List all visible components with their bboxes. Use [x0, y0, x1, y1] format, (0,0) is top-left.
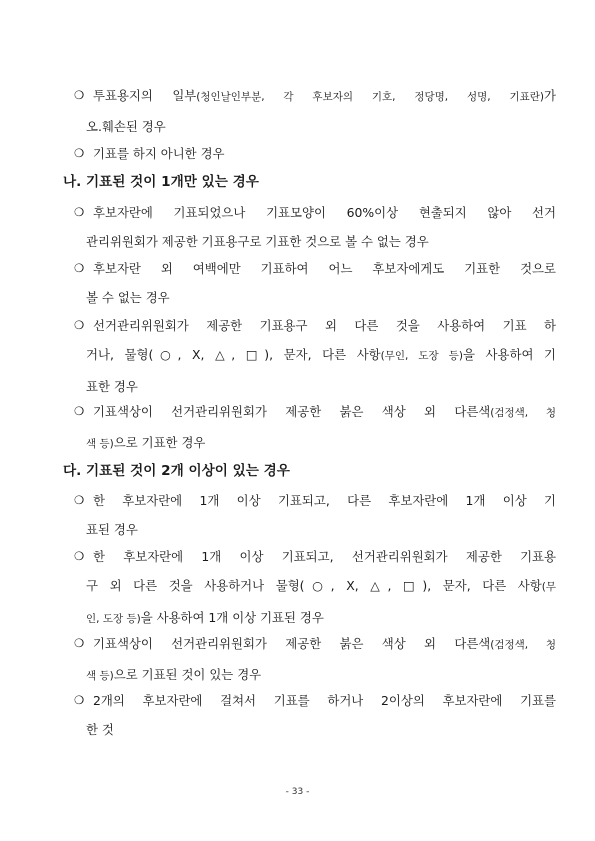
text-run: 후보자란에 기표되었으나 기표모양이 60%이상 현출되지 않아 선거	[93, 205, 556, 220]
circle-bullet-icon: ❍	[74, 146, 85, 160]
text-run: 후보자란 외 여백에만 기표하여 어느 후보자에게도 기표한 것으로	[93, 261, 556, 276]
text-run: 으로 기표된 것이 있는 경우	[113, 667, 262, 683]
text-run: 기표를 하지 아니한 경우	[93, 146, 225, 161]
small-text-run: (청인날인부분, 각 후보자의 기호, 정당명, 성명, 기표란)	[196, 91, 545, 103]
item-line	[74, 715, 556, 744]
text-run: 투표용지의 일부	[93, 88, 197, 103]
circle-bullet-icon: ❍	[74, 261, 85, 275]
circle-bullet-icon: ❍	[74, 693, 85, 707]
list-item	[74, 81, 556, 142]
small-text-run: 색 등)	[86, 438, 114, 451]
small-text-run: (무인, 도장 등)	[380, 350, 463, 363]
list-item	[74, 629, 556, 692]
item-line	[74, 686, 556, 715]
text-run: 오.훼손된 경우	[86, 119, 166, 135]
item-line	[74, 515, 556, 544]
item-line	[74, 486, 556, 515]
item-line	[74, 254, 556, 283]
item-line	[74, 112, 556, 141]
text-run: 한 후보자란에 1개 이상 기표되고, 다른 후보자란에 1개 이상 기	[93, 493, 556, 508]
list-item	[74, 198, 556, 257]
item-line	[74, 340, 556, 371]
text-run: 한 것	[86, 722, 114, 738]
item-line	[74, 81, 556, 112]
text-run: 관리위원회가 제공한 기표용구로 기표한 것으로 볼 수 없는 경우	[86, 234, 429, 250]
circle-bullet-icon: ❍	[74, 404, 85, 418]
item-line	[74, 283, 556, 312]
circle-bullet-icon: ❍	[74, 88, 85, 102]
text-run: 거나, 물형(○, X, △, □), 문자, 다른 사항	[86, 347, 381, 363]
list-item	[74, 686, 556, 745]
circle-bullet-icon: ❍	[74, 318, 85, 332]
item-line	[74, 571, 556, 602]
text-run: 으로 기표한 경우	[113, 435, 206, 451]
item-line	[74, 198, 556, 227]
item-line	[74, 428, 556, 459]
text-run: 을 사용하여 기	[462, 347, 556, 363]
list-item	[74, 486, 556, 545]
list-item	[74, 139, 556, 168]
section-heading: 나. 기표된 것이 1개만 있는 경우	[63, 174, 259, 190]
small-text-run: 인, 도장 등)	[86, 612, 141, 625]
small-text-run: (무	[541, 581, 556, 594]
small-text-run: (검정색, 청	[490, 639, 556, 651]
text-run: 볼 수 없는 경우	[86, 290, 170, 306]
list-item	[74, 254, 556, 313]
text-run: 한 후보자란에 1개 이상 기표되고, 선거관리위원회가 제공한 기표용	[93, 549, 556, 564]
text-run: 선거관리위원회가 제공한 기표용구 외 다른 것을 사용하여 기표 하	[93, 318, 556, 333]
item-line	[74, 139, 556, 168]
text-run: 표된 경우	[86, 522, 138, 538]
circle-bullet-icon: ❍	[74, 493, 85, 507]
text-run: 구 외 다른 것을 사용하거나 물형(○, X, △, □), 문자, 다른 사항	[86, 578, 542, 594]
text-run: 기표색상이 선거관리위원회가 제공한 붉은 색상 외 다른색	[93, 636, 491, 651]
text-run: 을 사용하여 1개 이상 기표된 경우	[140, 609, 324, 625]
small-text-run: 색 등)	[86, 670, 114, 683]
item-line	[74, 397, 556, 428]
section-heading: 다. 기표된 것이 2개 이상이 있는 경우	[63, 463, 290, 479]
item-line	[74, 542, 556, 571]
text-run: 가	[544, 88, 556, 103]
circle-bullet-icon: ❍	[74, 636, 85, 650]
item-line	[74, 227, 556, 256]
text-run: 표한 경우	[86, 378, 138, 394]
list-item	[74, 311, 556, 401]
text-run: 기표색상이 선거관리위원회가 제공한 붉은 색상 외 다른색	[93, 404, 491, 419]
small-text-run: (검정색, 청	[490, 407, 556, 419]
item-line	[74, 629, 556, 660]
circle-bullet-icon: ❍	[74, 205, 85, 219]
circle-bullet-icon: ❍	[74, 549, 85, 563]
list-item	[74, 397, 556, 460]
item-line	[74, 311, 556, 340]
page-number: - 33 -	[285, 787, 310, 797]
text-run: 2개의 후보자란에 걸쳐서 기표를 하거나 2이상의 후보자란에 기표를	[93, 693, 556, 708]
list-item	[74, 542, 556, 634]
